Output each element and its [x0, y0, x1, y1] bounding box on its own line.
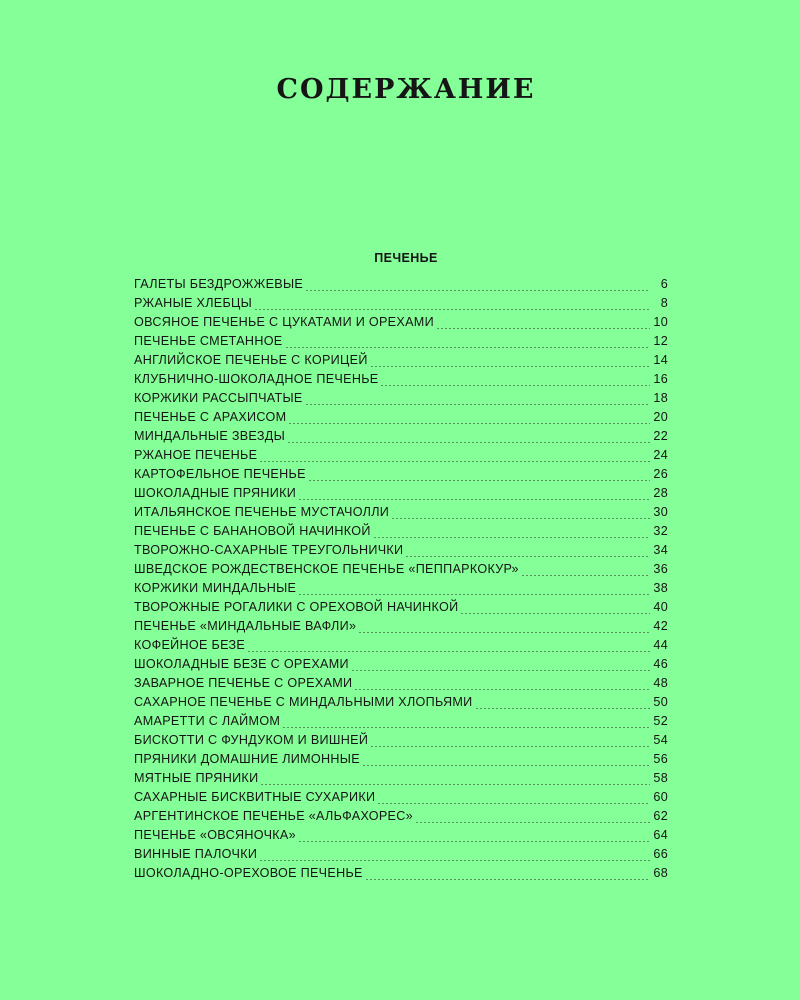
toc-entry[interactable] [134, 486, 668, 505]
toc-entry[interactable] [134, 562, 668, 581]
toc-entry-title: ЗАВАРНОЕ ПЕЧЕНЬЕ С ОРЕХАМИ [134, 676, 353, 690]
toc-entry[interactable] [134, 600, 668, 619]
toc-entry-title: ПЕЧЕНЬЕ «МИНДАЛЬНЫЕ ВАФЛИ» [134, 619, 357, 633]
toc-entry[interactable] [134, 505, 668, 524]
toc-entry-title: РЖАНОЕ ПЕЧЕНЬЕ [134, 448, 258, 462]
toc-entry-page-number: 44 [653, 638, 668, 652]
toc-entry-title: МЯТНЫЕ ПРЯНИКИ [134, 771, 259, 785]
toc-entry-page-number: 56 [653, 752, 668, 766]
toc-entry-title: АРГЕНТИНСКОЕ ПЕЧЕНЬЕ «АЛЬФАХОРЕС» [134, 809, 413, 823]
toc-entry-title: ПРЯНИКИ ДОМАШНИЕ ЛИМОННЫЕ [134, 752, 360, 766]
dot-leader [282, 727, 650, 728]
toc-entry[interactable] [134, 676, 668, 695]
section-title: ПЕЧЕНЬЕ [374, 251, 438, 265]
toc-entry[interactable] [134, 524, 668, 543]
dot-leader [365, 879, 650, 880]
toc-entry-page-number: 22 [653, 429, 668, 443]
toc-entry-title: ШОКОЛАДНЫЕ ПРЯНИКИ [134, 486, 297, 500]
toc-entry[interactable] [134, 467, 668, 486]
toc-entry-page-number: 52 [653, 714, 668, 728]
toc-entry-title: АНГЛИЙСКОЕ ПЕЧЕНЬЕ С КОРИЦЕЙ [134, 353, 368, 367]
dot-leader [475, 708, 650, 709]
toc-entry[interactable] [134, 790, 668, 809]
toc-entry[interactable] [134, 638, 668, 657]
toc-entry-page-number: 64 [653, 828, 668, 842]
toc-entry-title: ШВЕДСКОЕ РОЖДЕСТВЕНСКОЕ ПЕЧЕНЬЕ «ПЕППАРКОКУР» [134, 562, 519, 576]
dot-leader [305, 290, 650, 291]
dot-leader [370, 746, 650, 747]
dot-leader [362, 765, 650, 766]
dot-leader [460, 613, 650, 614]
dot-leader [247, 651, 650, 652]
dot-leader [370, 366, 650, 367]
toc-entry-title: ПЕЧЕНЬЕ С БАНАНОВОЙ НАЧИНКОЙ [134, 524, 371, 538]
toc-entry-title: АМАРЕТТИ С ЛАЙМОМ [134, 714, 281, 728]
toc-entry-page-number: 6 [660, 277, 668, 291]
toc-entry-title: ГАЛЕТЫ БЕЗДРОЖЖЕВЫЕ [134, 277, 304, 291]
toc-entry-title: БИСКОТТИ С ФУНДУКОМ И ВИШНЕЙ [134, 733, 369, 747]
toc-entry-page-number: 12 [653, 334, 668, 348]
toc-entry-page-number: 54 [653, 733, 668, 747]
toc-entry-page-number: 16 [653, 372, 668, 386]
dot-leader [287, 442, 650, 443]
toc-entry[interactable] [134, 752, 668, 771]
toc-entry-title: КОРЖИКИ РАССЫПЧАТЫЕ [134, 391, 303, 405]
toc-entry-title: КАРТОФЕЛЬНОЕ ПЕЧЕНЬЕ [134, 467, 306, 481]
toc-entry-title: КЛУБНИЧНО-ШОКОЛАДНОЕ ПЕЧЕНЬЕ [134, 372, 379, 386]
dot-leader [521, 575, 650, 576]
toc-entry-title: КОРЖИКИ МИНДАЛЬНЫЕ [134, 581, 297, 595]
toc-entry[interactable] [134, 448, 668, 467]
toc-entry-title: ИТАЛЬЯНСКОЕ ПЕЧЕНЬЕ МУСТАЧОЛЛИ [134, 505, 390, 519]
dot-leader [298, 499, 650, 500]
toc-entry-page-number: 32 [653, 524, 668, 538]
toc-entry-page-number: 14 [653, 353, 668, 367]
toc-entry-page-number: 42 [653, 619, 668, 633]
toc-entry[interactable] [134, 277, 668, 296]
toc-entry-page-number: 18 [653, 391, 668, 405]
toc-entry[interactable] [134, 847, 668, 866]
toc-entry-page-number: 8 [660, 296, 668, 310]
dot-leader [285, 347, 650, 348]
page-title: СОДЕРЖАНИЕ [276, 74, 536, 105]
toc-list [134, 277, 668, 885]
toc-entry-page-number: 50 [653, 695, 668, 709]
dot-leader [405, 556, 650, 557]
toc-entry-page-number: 66 [653, 847, 668, 861]
toc-entry[interactable] [134, 771, 668, 790]
toc-entry[interactable] [134, 334, 668, 353]
dot-leader [288, 423, 650, 424]
dot-leader [305, 404, 650, 405]
dot-leader [391, 518, 650, 519]
toc-entry[interactable] [134, 315, 668, 334]
toc-entry-page-number: 40 [653, 600, 668, 614]
toc-entry-page-number: 28 [653, 486, 668, 500]
toc-entry-title: САХАРНЫЕ БИСКВИТНЫЕ СУХАРИКИ [134, 790, 376, 804]
toc-entry[interactable] [134, 733, 668, 752]
toc-entry[interactable] [134, 581, 668, 600]
toc-entry-title: САХАРНОЕ ПЕЧЕНЬЕ С МИНДАЛЬНЫМИ ХЛОПЬЯМИ [134, 695, 473, 709]
toc-entry-page-number: 26 [653, 467, 668, 481]
toc-entry-page-number: 30 [653, 505, 668, 519]
toc-entry-page-number: 58 [653, 771, 668, 785]
toc-entry-title: ШОКОЛАДНЫЕ БЕЗЕ С ОРЕХАМИ [134, 657, 349, 671]
dot-leader [259, 860, 650, 861]
toc-entry-page-number: 20 [653, 410, 668, 424]
toc-entry-title: ПЕЧЕНЬЕ С АРАХИСОМ [134, 410, 287, 424]
dot-leader [415, 822, 650, 823]
toc-entry[interactable] [134, 372, 668, 391]
toc-entry-title: ПЕЧЕНЬЕ «ОВСЯНОЧКА» [134, 828, 296, 842]
toc-entry[interactable] [134, 828, 668, 847]
toc-entry-title: ОВСЯНОЕ ПЕЧЕНЬЕ С ЦУКАТАМИ И ОРЕХАМИ [134, 315, 434, 329]
toc-entry[interactable] [134, 619, 668, 638]
toc-entry-title: ВИННЫЕ ПАЛОЧКИ [134, 847, 258, 861]
dot-leader [358, 632, 650, 633]
toc-entry[interactable] [134, 391, 668, 410]
toc-entry-title: ПЕЧЕНЬЕ СМЕТАННОЕ [134, 334, 283, 348]
toc-entry-title: МИНДАЛЬНЫЕ ЗВЕЗДЫ [134, 429, 286, 443]
dot-leader [298, 594, 650, 595]
toc-entry-page-number: 46 [653, 657, 668, 671]
toc-entry[interactable] [134, 296, 668, 315]
dot-leader [254, 309, 650, 310]
toc-entry-title: ТВОРОЖНО-САХАРНЫЕ ТРЕУГОЛЬНИЧКИ [134, 543, 404, 557]
toc-entry[interactable] [134, 866, 668, 885]
toc-entry-page-number: 48 [653, 676, 668, 690]
toc-entry[interactable] [134, 543, 668, 562]
dot-leader [260, 784, 650, 785]
toc-entry[interactable] [134, 429, 668, 448]
dot-leader [351, 670, 650, 671]
toc-entry-title: РЖАНЫЕ ХЛЕБЦЫ [134, 296, 253, 310]
toc-entry-page-number: 60 [653, 790, 668, 804]
toc-entry-page-number: 24 [653, 448, 668, 462]
dot-leader [436, 328, 650, 329]
dot-leader [380, 385, 650, 386]
dot-leader [377, 803, 650, 804]
toc-entry-page-number: 34 [653, 543, 668, 557]
toc-entry[interactable] [134, 410, 668, 429]
dot-leader [373, 537, 650, 538]
toc-entry-page-number: 38 [653, 581, 668, 595]
toc-entry-page-number: 36 [653, 562, 668, 576]
toc-entry-title: ТВОРОЖНЫЕ РОГАЛИКИ С ОРЕХОВОЙ НАЧИНКОЙ [134, 600, 459, 614]
dot-leader [259, 461, 650, 462]
dot-leader [298, 841, 650, 842]
toc-entry-page-number: 68 [653, 866, 668, 880]
toc-entry[interactable] [134, 695, 668, 714]
toc-entry-title: КОФЕЙНОЕ БЕЗЕ [134, 638, 246, 652]
toc-entry[interactable] [134, 809, 668, 828]
toc-entry[interactable] [134, 657, 668, 676]
dot-leader [308, 480, 650, 481]
toc-entry-page-number: 10 [653, 315, 668, 329]
toc-entry-title: ШОКОЛАДНО-ОРЕХОВОЕ ПЕЧЕНЬЕ [134, 866, 363, 880]
toc-entry-page-number: 62 [653, 809, 668, 823]
toc-entry[interactable] [134, 714, 668, 733]
toc-entry[interactable] [134, 353, 668, 372]
dot-leader [354, 689, 650, 690]
